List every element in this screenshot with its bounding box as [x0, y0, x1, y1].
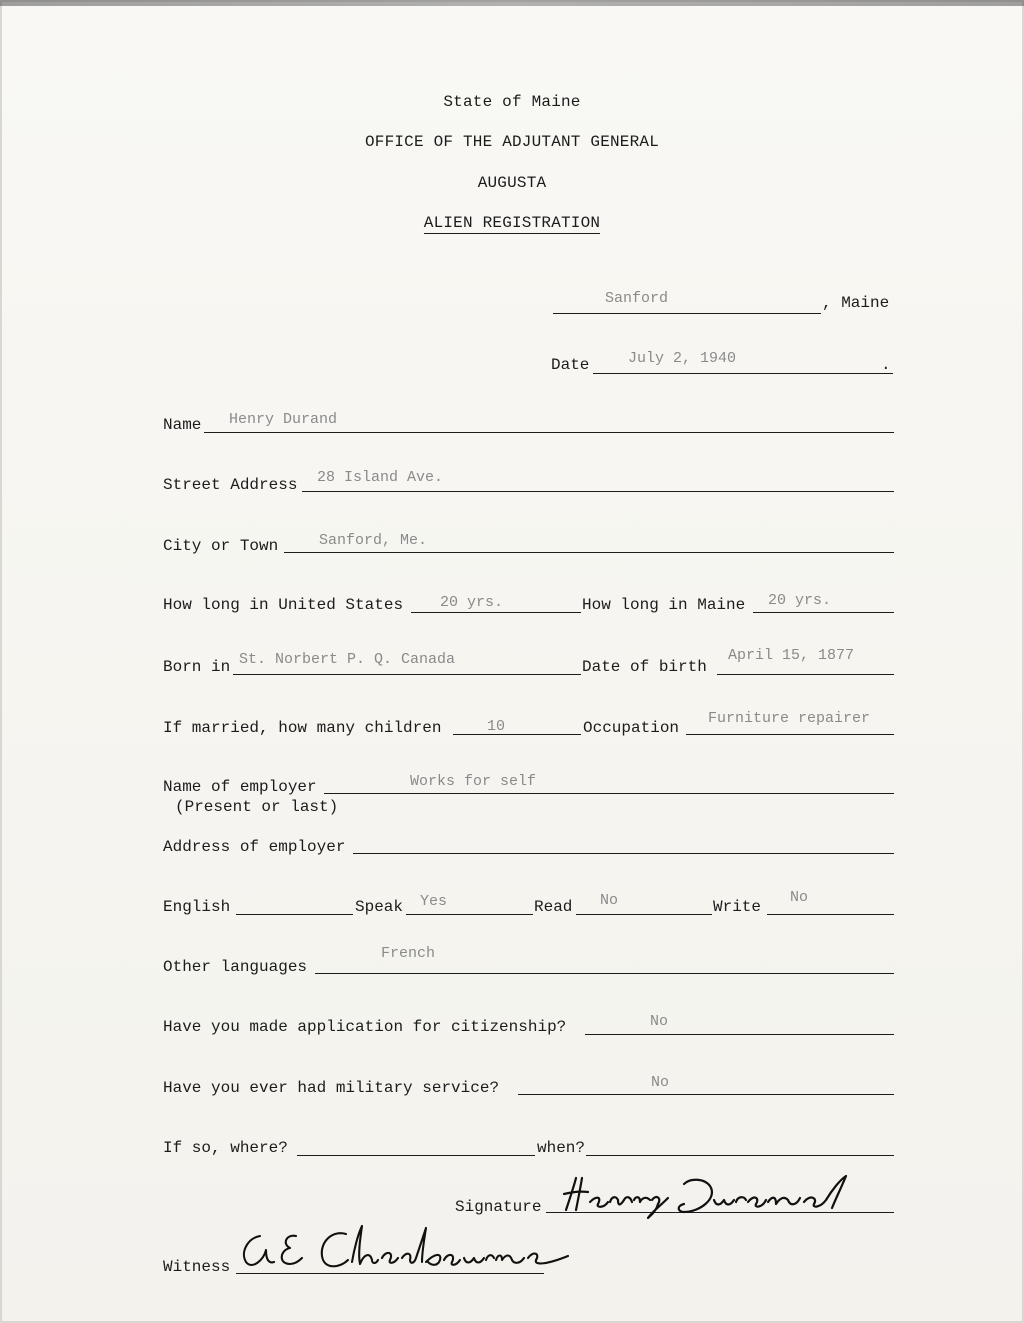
- witness-label: Witness: [163, 1258, 231, 1276]
- when-label: when?: [537, 1139, 586, 1157]
- born-in-value: St. Norbert P. Q. Canada: [239, 651, 456, 668]
- military-label: Have you ever had military service?: [163, 1079, 500, 1097]
- witness-handwriting: [238, 1222, 578, 1287]
- other-languages-label: Other languages: [163, 958, 308, 976]
- how-long-us-label: How long in United States: [163, 596, 404, 614]
- form-title: ALIEN REGISTRATION: [423, 214, 601, 232]
- english-line: [236, 914, 353, 915]
- employer-address-line: [353, 853, 894, 854]
- write-label: Write: [713, 898, 762, 916]
- other-languages-value: French: [381, 945, 436, 962]
- citizenship-label: Have you made application for citizenship?: [163, 1018, 567, 1036]
- other-languages-line: [315, 973, 894, 974]
- street-label: Street Address: [163, 476, 298, 494]
- signature-label: Signature: [455, 1198, 542, 1216]
- street-value: 28 Island Ave.: [317, 469, 444, 486]
- scan-edge: [0, 0, 1024, 6]
- city-label: City or Town: [163, 537, 279, 555]
- military-line: [518, 1094, 894, 1095]
- employer-sublabel: (Present or last): [175, 798, 339, 816]
- date-line: [593, 373, 893, 374]
- read-value: No: [600, 892, 619, 909]
- employer-address-label: Address of employer: [163, 838, 346, 856]
- speak-line: [406, 914, 533, 915]
- date-label: Date: [551, 356, 590, 374]
- city-heading: AUGUSTA: [477, 174, 547, 192]
- children-line: [453, 734, 581, 735]
- how-long-us-value: 20 yrs.: [440, 594, 504, 611]
- children-value: 10: [487, 718, 506, 735]
- city-line: [284, 552, 894, 553]
- date-end: .: [881, 356, 891, 374]
- employer-value: Works for self: [410, 773, 537, 790]
- signature-handwriting: [560, 1172, 870, 1225]
- dob-label: Date of birth: [582, 658, 707, 676]
- employer-line: [324, 793, 894, 794]
- name-label: Name: [163, 416, 202, 434]
- write-value: No: [790, 889, 809, 906]
- how-long-maine-value: 20 yrs.: [768, 592, 832, 609]
- children-label: If married, how many children: [163, 719, 442, 737]
- read-label: Read: [534, 898, 573, 916]
- write-line: [767, 914, 894, 915]
- state-suffix: , Maine: [822, 294, 890, 312]
- dob-value: April 15, 1877: [728, 647, 855, 664]
- when-line: [586, 1155, 894, 1156]
- date-value: July 2, 1940: [628, 350, 737, 367]
- where-line: [297, 1155, 535, 1156]
- dob-line: [717, 674, 894, 675]
- citizenship-value: No: [650, 1013, 669, 1030]
- name-line: [204, 432, 894, 433]
- how-long-maine-line: [753, 612, 894, 613]
- office-heading: OFFICE OF THE ADJUTANT GENERAL: [364, 133, 660, 151]
- how-long-maine-label: How long in Maine: [582, 596, 746, 614]
- how-long-us-line: [411, 612, 581, 613]
- citizenship-line: [585, 1034, 894, 1035]
- speak-value: Yes: [420, 893, 448, 910]
- name-value: Henry Durand: [229, 411, 338, 428]
- street-line: [302, 491, 894, 492]
- town-line: [553, 313, 821, 314]
- born-in-label: Born in: [163, 658, 231, 676]
- occupation-line: [686, 734, 894, 735]
- speak-label: Speak: [355, 898, 404, 916]
- english-label: English: [163, 898, 231, 916]
- born-in-line: [233, 674, 581, 675]
- occupation-label: Occupation: [583, 719, 680, 737]
- employer-label: Name of employer: [163, 778, 317, 796]
- occupation-value: Furniture repairer: [708, 710, 871, 727]
- military-value: No: [651, 1074, 670, 1091]
- city-value: Sanford, Me.: [319, 532, 428, 549]
- state-heading: State of Maine: [443, 93, 581, 111]
- town-value: Sanford: [605, 290, 669, 307]
- where-label: If so, where?: [163, 1139, 288, 1157]
- read-line: [576, 914, 712, 915]
